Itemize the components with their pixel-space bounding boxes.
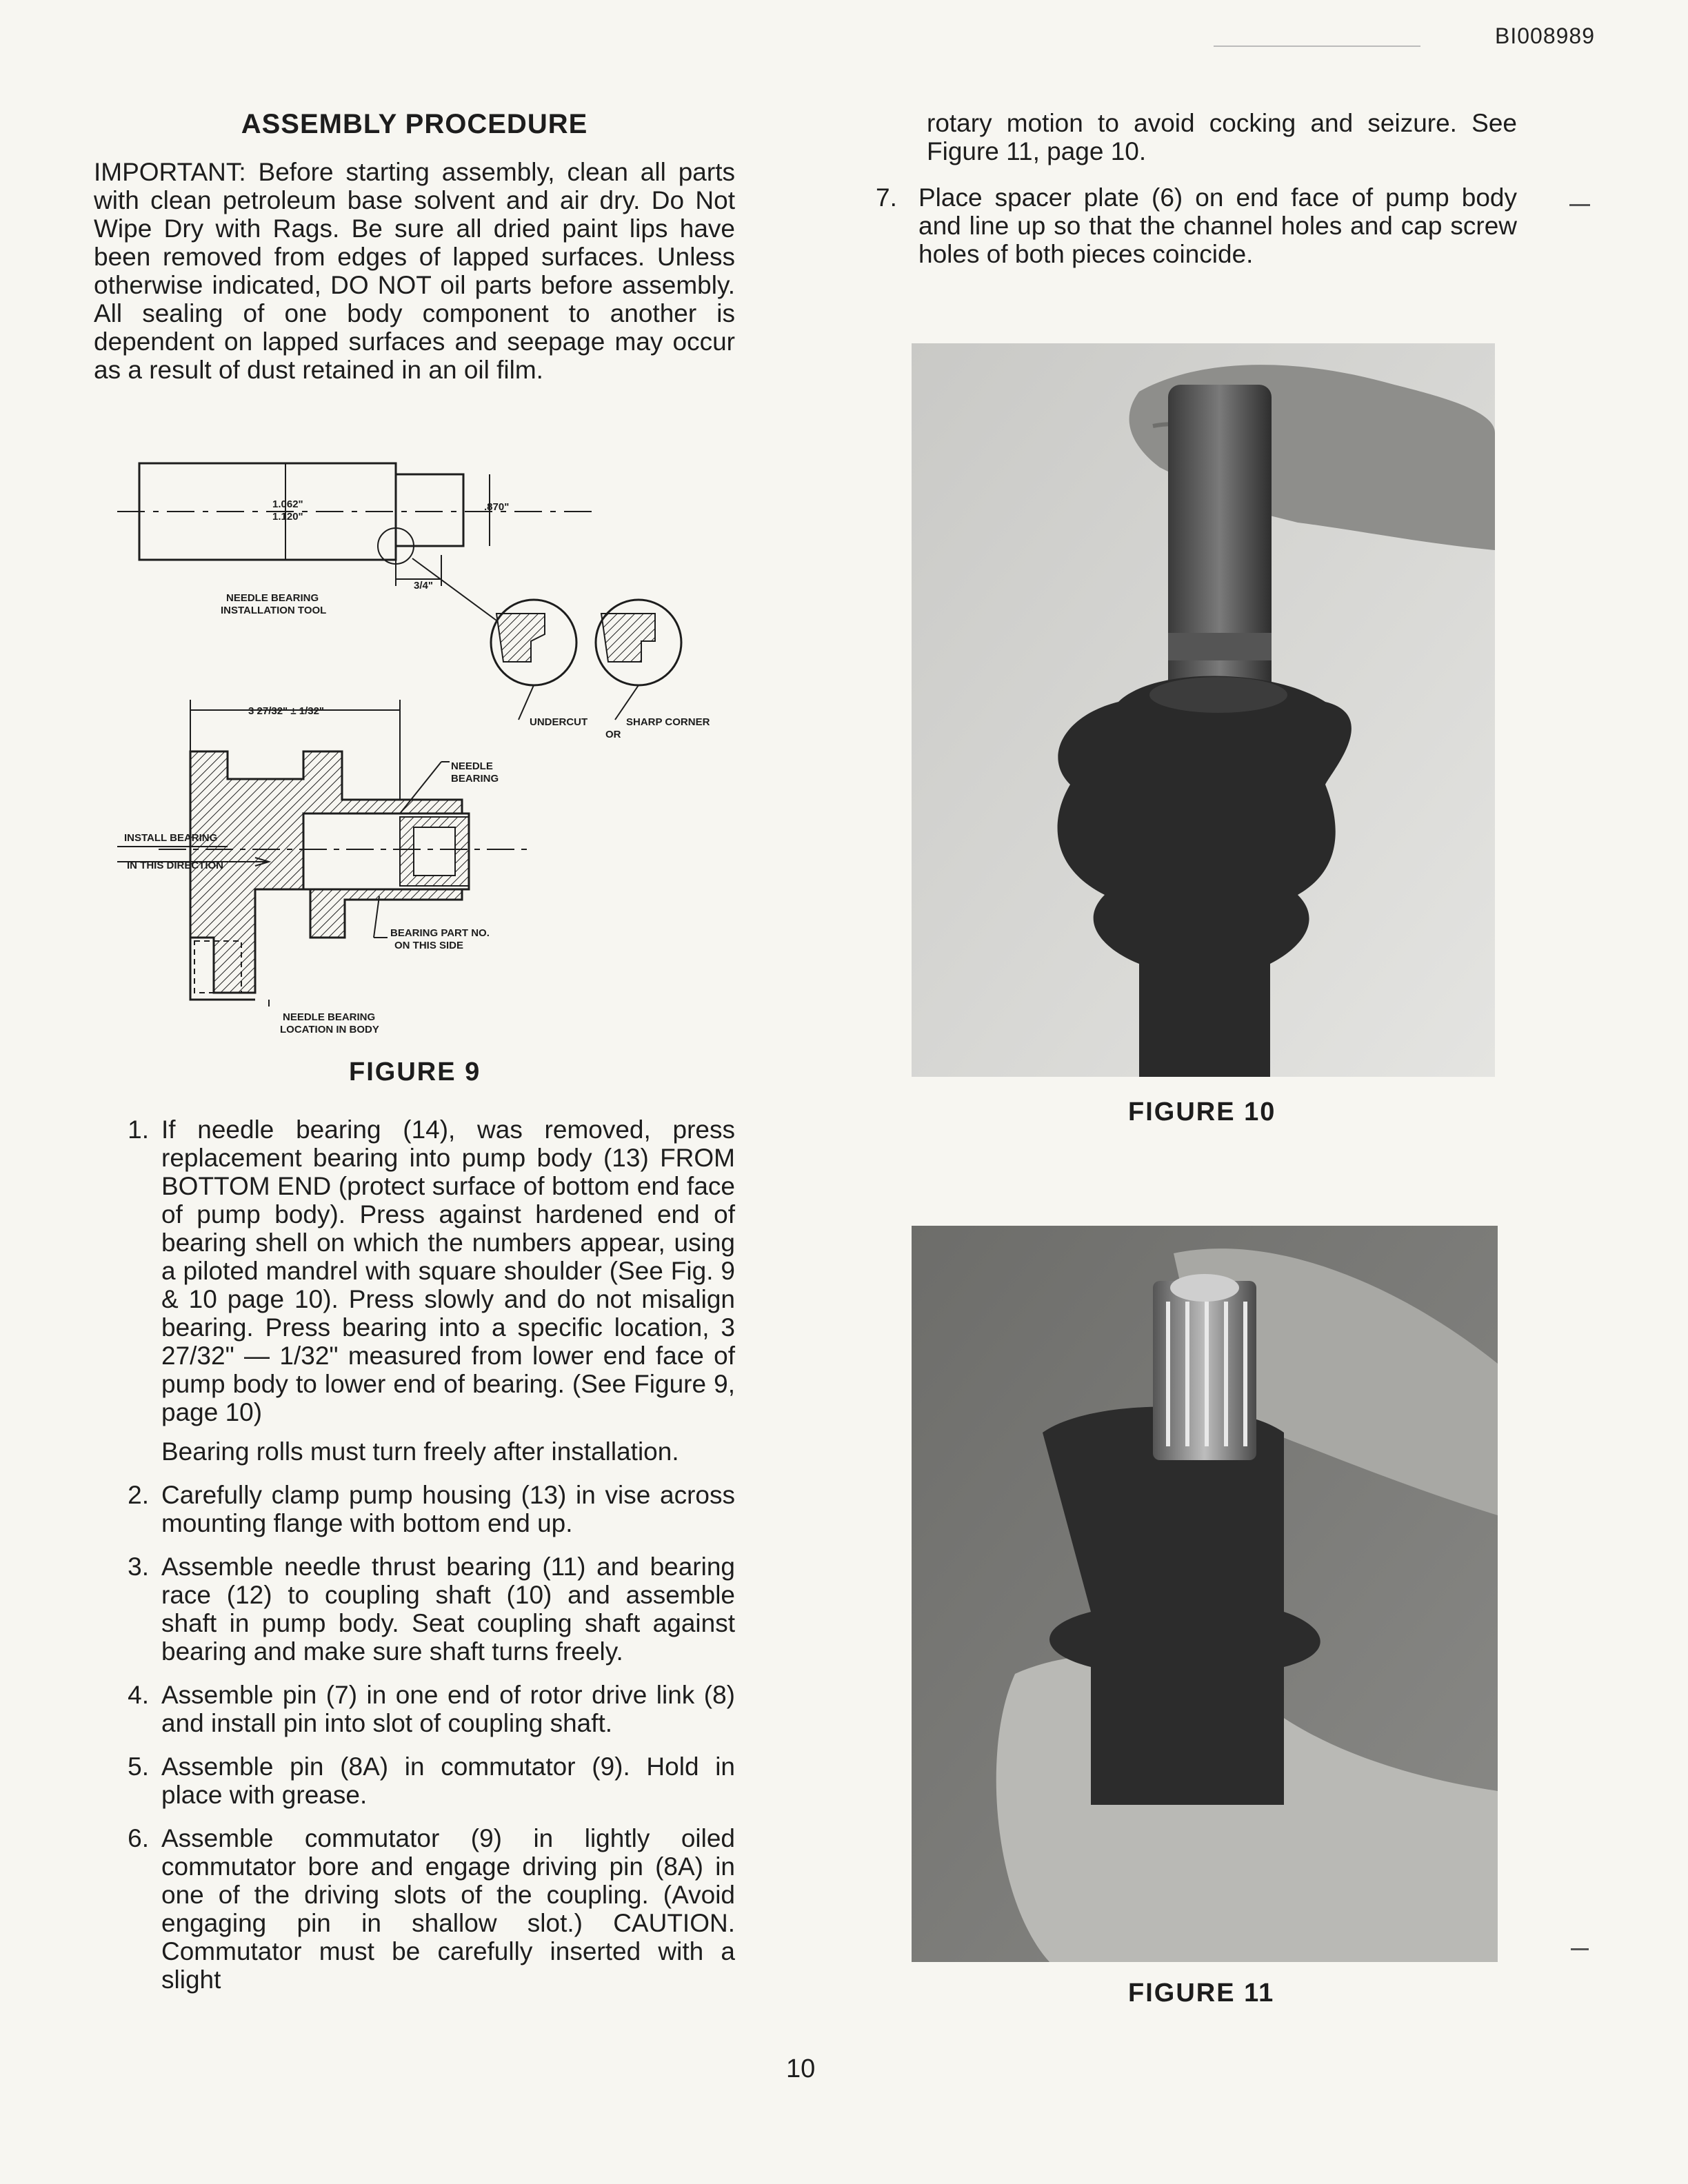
step-number: 6.: [128, 1824, 149, 1852]
needle-label-1: NEEDLE: [451, 760, 493, 772]
dim-location: 3 27/32" ± 1/32": [248, 705, 325, 717]
figure-10-caption: FIGURE 10: [1128, 1098, 1276, 1126]
needle-label-2: BEARING: [451, 773, 499, 785]
tool-pilot: [396, 474, 463, 546]
step-number: 7.: [876, 183, 897, 212]
step-item: [94, 1681, 735, 1737]
tool-label-1: NEEDLE BEARING: [226, 592, 319, 604]
step-item: [94, 1481, 735, 1537]
step-number: 3.: [128, 1553, 149, 1581]
part-no-label-2: ON THIS SIDE: [394, 940, 464, 951]
intro-paragraph: IMPORTANT: Before starting assembly, clean all parts with clean petroleum base solvent and air dry. Do Not Wipe Dry with Rags. Be sure all dried paint lips have been removed from edges of lapped surfaces. Unless otherwise indicated, DO NOT oil parts before assembly. All sealing of one body component to another is dependent on lapped surfaces and seepage may occur as a result of dust retained in an oil film.: [94, 158, 735, 384]
dim-top-b: 1.120": [272, 511, 303, 523]
step-item: [94, 1752, 735, 1809]
section-title: ASSEMBLY PROCEDURE: [241, 109, 588, 139]
step-text: Place spacer plate (6) on end face of pump body and line up so that the channel holes and cap screw holes of both pieces coincide.: [918, 183, 1517, 268]
dim-top-a: 1.062": [272, 498, 303, 510]
location-label-1: NEEDLE BEARING: [283, 1011, 376, 1023]
assembly-steps: [94, 1115, 735, 2009]
figure-9-caption: FIGURE 9: [349, 1058, 481, 1086]
or-label: OR: [605, 729, 621, 740]
location-label-2: LOCATION IN BODY: [280, 1024, 379, 1035]
right-column: [876, 109, 1517, 268]
left-column: [94, 109, 735, 384]
step-item: [94, 1115, 735, 1466]
figure-11-photo: [912, 1226, 1498, 1962]
step-item: [94, 1824, 735, 1994]
figure-9-drawing: [117, 455, 738, 1048]
figure-10-photo: [912, 343, 1495, 1077]
step-number: 1.: [128, 1115, 149, 1144]
step-number: 4.: [128, 1681, 149, 1709]
step-text: Assemble pin (7) in one end of rotor drive link (8) and install pin into slot of coupling shaft.: [161, 1681, 735, 1737]
step-body: [161, 1115, 735, 1466]
step-item: [94, 1553, 735, 1666]
step-text: If needle bearing (14), was removed, press replacement bearing into pump body (13) FROM BOTTOM END (protect surface of bottom end face of pump body). Press against hardened end of bearing shell on which the numbers appear, using a piloted mandrel with square shoulder (See Fig. 9 & 10 page 10). Press slowly and do not misalign bearing. Press bearing into a specific location, 3 27/32" — 1/32" measured from lower end face of pump body to lower end of bearing. (See Figure 9, page 10): [161, 1115, 735, 1426]
document-id: BI008989: [1495, 23, 1596, 48]
step-number: 5.: [128, 1752, 149, 1781]
step-number: 2.: [128, 1481, 149, 1509]
step-item: [876, 183, 1517, 268]
figure-11-caption: FIGURE 11: [1128, 1979, 1275, 2008]
page-number: 10: [786, 2054, 816, 2083]
scan-mark: [1214, 46, 1420, 47]
step-text: Assemble commutator (9) in lightly oiled commutator bore and engage driving pin (8A) in one of the driving slots of the coupling. (Avoid engaging pin in shallow slot.) CAUTION. Commutator must be carefully inserted with a slight: [161, 1824, 735, 1994]
figure-9-svg: [117, 455, 738, 1048]
scan-mark: [1569, 204, 1590, 206]
step-text: Assemble pin (8A) in commutator (9). Hold in place with grease.: [161, 1752, 735, 1809]
dim-right: .870": [484, 501, 510, 513]
step-text: Carefully clamp pump housing (13) in vise across mounting flange with bottom end up.: [161, 1481, 735, 1537]
continuation-paragraph: rotary motion to avoid cocking and seizure. See Figure 11, page 10.: [927, 109, 1517, 165]
step-note: Bearing rolls must turn freely after installation.: [161, 1437, 679, 1466]
undercut-label: UNDERCUT: [530, 716, 588, 728]
install-label-1: INSTALL BEARING: [124, 832, 218, 844]
install-label-2: IN THIS DIRECTION: [127, 860, 224, 871]
tool-label-2: INSTALLATION TOOL: [221, 605, 327, 616]
part-no-label-1: BEARING PART NO.: [390, 927, 490, 939]
scan-mark: [1571, 1948, 1589, 1950]
sharp-corner-label: SHARP CORNER: [626, 716, 710, 728]
step-text: Assemble needle thrust bearing (11) and bearing race (12) to coupling shaft (10) and assemble shaft in pump body. Seat coupling shaft against bearing and make sure shaft turns freely.: [161, 1553, 735, 1666]
dim-quarter: 3/4": [414, 580, 433, 592]
